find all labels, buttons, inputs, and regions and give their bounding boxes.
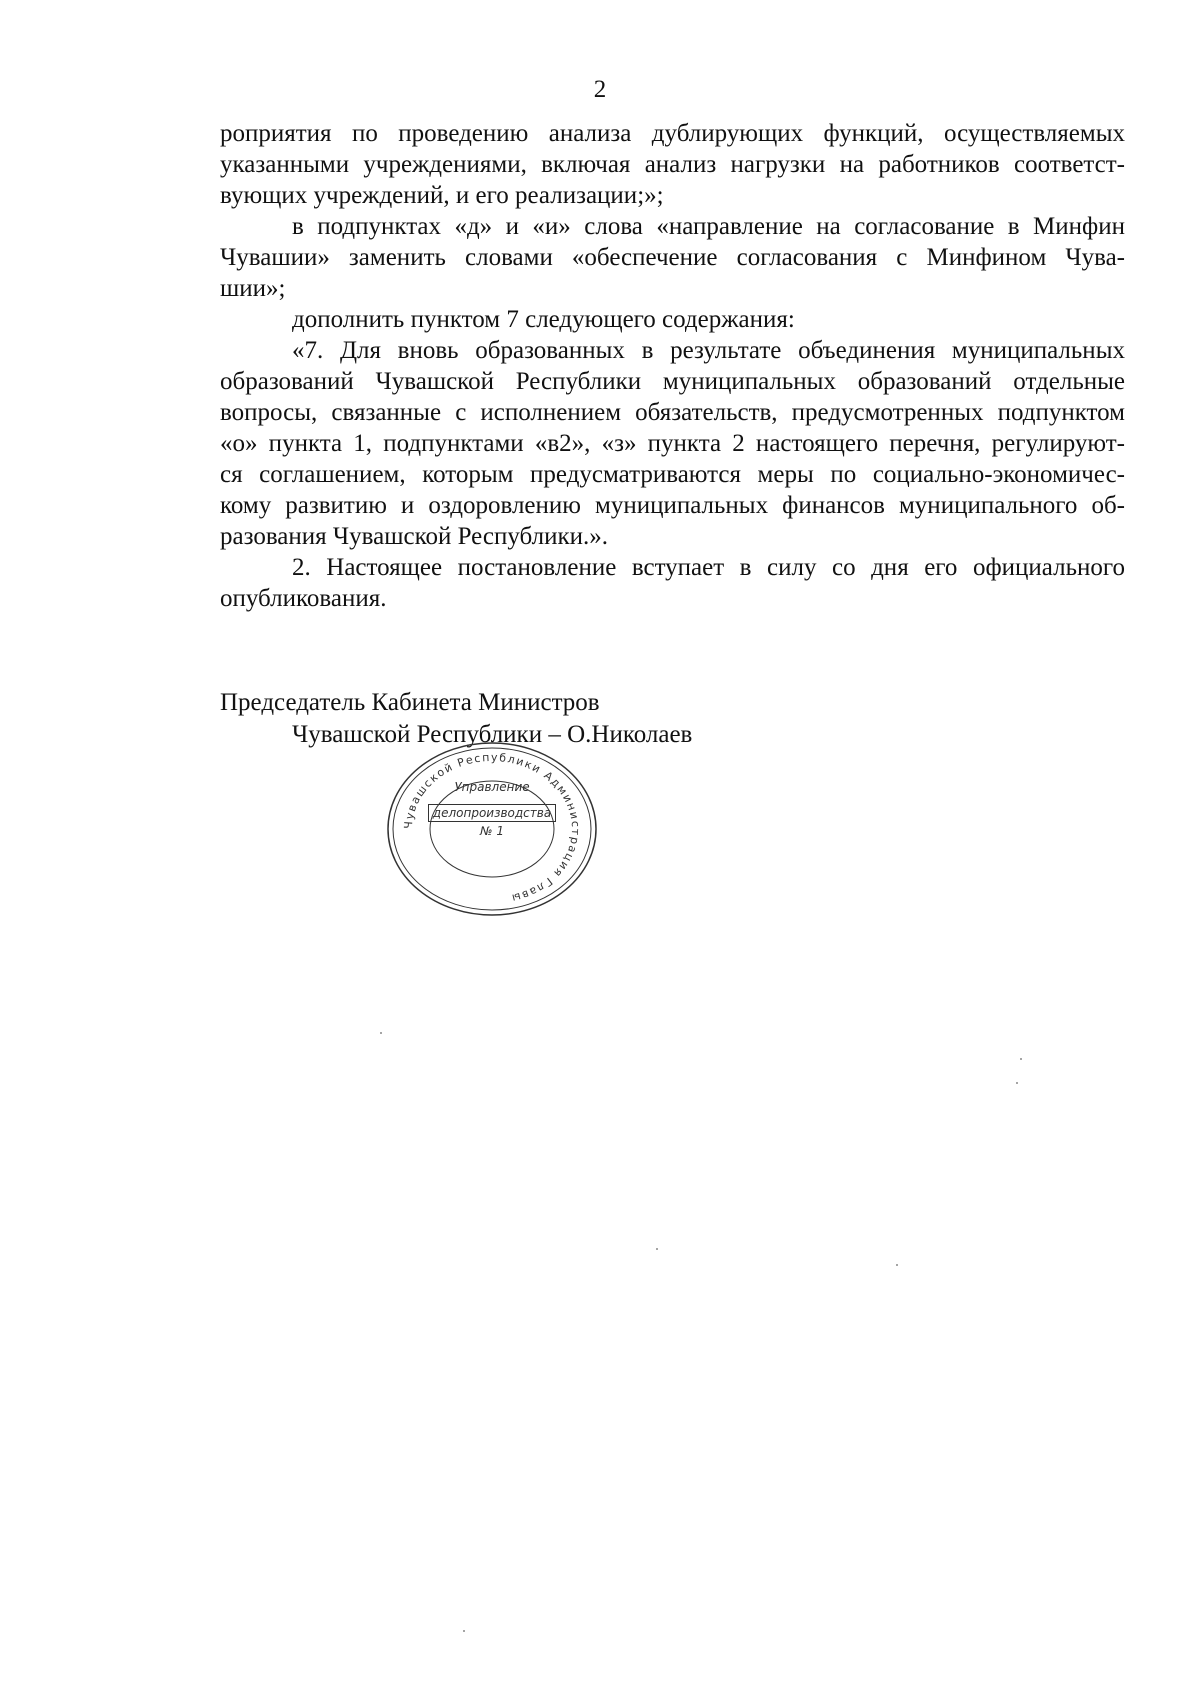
paragraph-line: кому развитию и оздоровлению муниципальных финансов муниципального об- — [220, 492, 1125, 519]
paragraph-line: ся соглашением, которым предусматриваются меры по социально-экономичес- — [220, 461, 1125, 488]
signer-position: Председатель Кабинета Министров — [220, 689, 600, 716]
paragraph-line: Чувашии» заменить словами «обеспечение согласования с Минфином Чува- — [220, 244, 1125, 271]
paragraph-line: шии»; — [220, 275, 286, 302]
paragraph-line: разования Чувашской Республики.». — [220, 523, 608, 550]
paragraph-line: образований Чувашской Республики муниципальных образований отдельные — [220, 368, 1125, 395]
paragraph-line: вующих учреждений, и его реализации;»; — [220, 182, 664, 209]
paragraph-line: дополнить пунктом 7 следующего содержания: — [292, 306, 795, 333]
stamp-inner-line2: делопроизводства — [428, 804, 556, 822]
scan-speck — [656, 1248, 658, 1250]
stamp-inner-line2-box — [384, 804, 600, 822]
paragraph-line: вопросы, связанные с исполнением обязательств, предусмотренных подпунктом — [220, 399, 1125, 426]
scan-speck — [1020, 1058, 1022, 1060]
scan-speck — [896, 1264, 898, 1266]
stamp-inner-line1: Управление — [454, 780, 530, 794]
scan-speck — [1016, 1082, 1018, 1084]
stamp-outer-text: Чувашской Республики Администрация Главы — [401, 750, 583, 906]
paragraph-line: «о» пункта 1, подпунктами «в2», «з» пункта 2 настоящего перечня, регулируют- — [220, 430, 1125, 457]
signer-name: Чувашской Республики – О.Николаев — [292, 721, 693, 748]
paragraph-line: указанными учреждениями, включая анализ нагрузки на работников соответст- — [220, 151, 1125, 178]
paragraph-line: 2. Настоящее постановление вступает в силу со дня его официального — [292, 554, 1125, 581]
document-body — [220, 118, 1125, 614]
scan-speck — [463, 1630, 465, 1632]
paragraph-line: в подпунктах «д» и «и» слова «направление на согласование в Минфин — [292, 213, 1125, 240]
official-stamp — [384, 740, 600, 918]
paragraph-line: «7. Для вновь образованных в результате объединения муниципальных — [292, 337, 1125, 364]
paragraph-line: опубликования. — [220, 585, 387, 612]
page-number: 2 — [593, 76, 607, 103]
stamp-inner-line3: № 1 — [480, 824, 504, 838]
scan-speck — [380, 1032, 382, 1034]
paragraph-line: роприятия по проведению анализа дублирующих функций, осуществляемых — [220, 120, 1125, 147]
